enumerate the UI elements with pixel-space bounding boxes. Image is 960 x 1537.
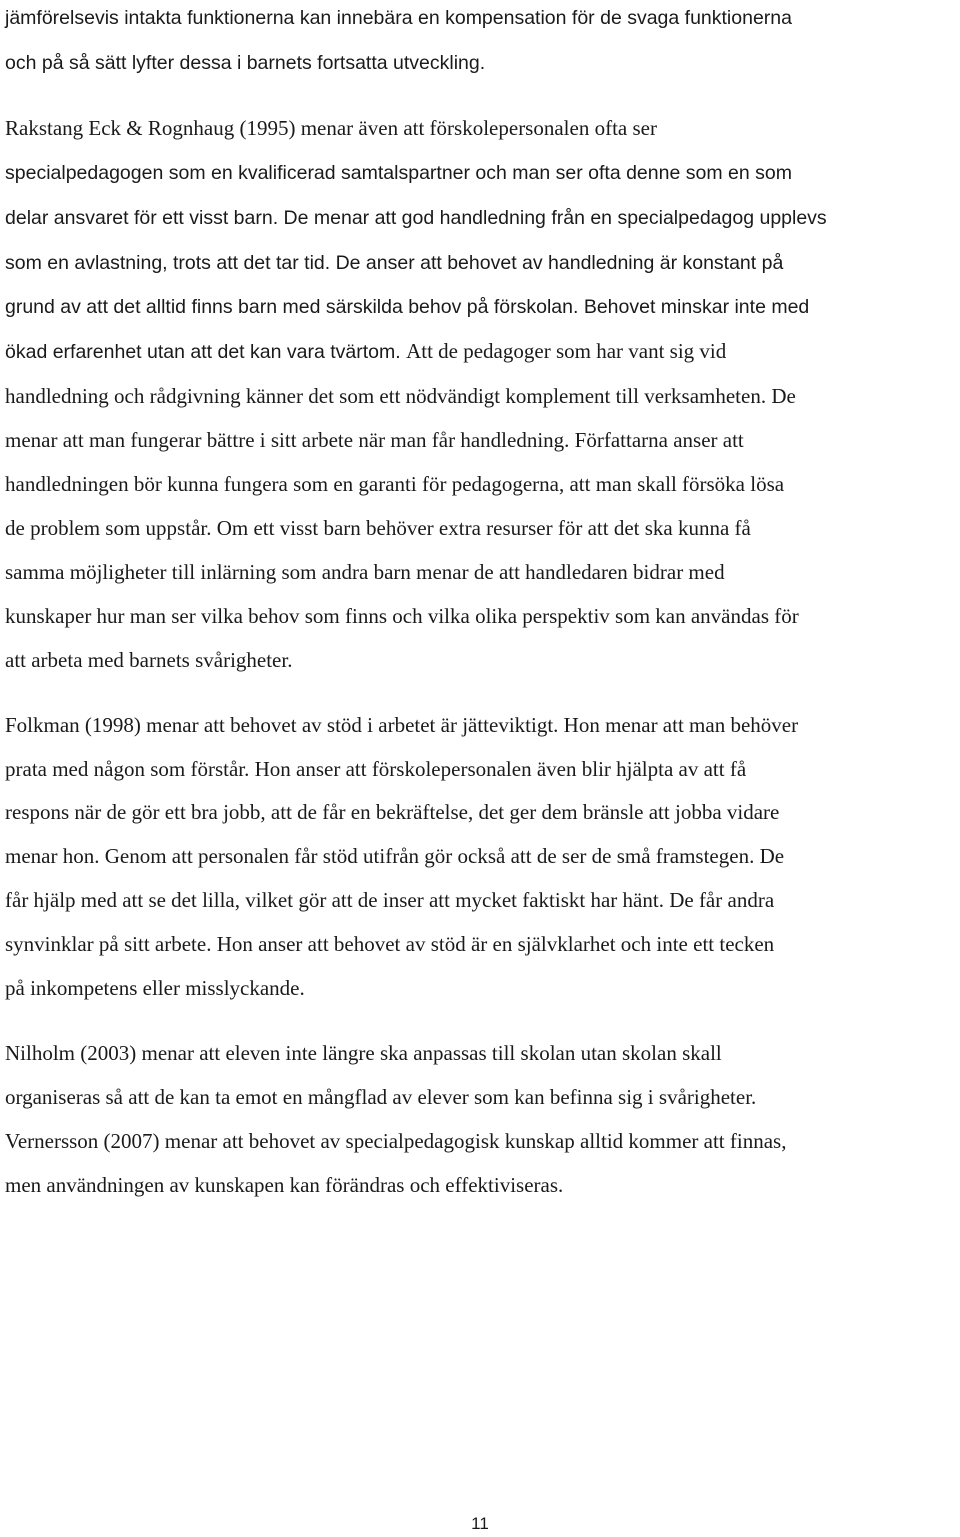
paragraph-4: [5, 1032, 955, 1208]
text-line: [5, 967, 955, 1011]
text-line: [5, 704, 955, 748]
text-segment: att arbeta med barnets svårigheter.: [5, 647, 293, 672]
text-line: [5, 507, 955, 551]
text-segment: får hjälp med att se det lilla, vilket gör att de inser att mycket faktiskt har hänt. De får andra: [5, 888, 775, 913]
text-segment: synvinklar på sitt arbete. Hon anser att behovet av stöd är en självklarhet och inte ett tecken: [5, 932, 775, 957]
text-line: [5, 748, 955, 792]
text-segment: kunskaper hur man ser vilka behov som finns och vilka olika perspektiv som kan användas för: [5, 603, 799, 628]
text-segment: handledningen bör kunna fungera som en garanti för pedagogerna, att man skall försöka lösa: [5, 472, 785, 497]
text-segment: prata med någon som förstår. Hon anser att förskolepersonalen även blir hjälpta av att få: [5, 756, 747, 781]
paragraph-1: [5, 0, 955, 86]
text-segment: Nilholm (2003) menar att eleven inte längre ska anpassas till skolan utan skolan skall: [5, 1040, 722, 1065]
text-line: [5, 419, 955, 463]
text-line: [5, 1076, 955, 1120]
text-line: [5, 595, 955, 639]
text-line: [5, 330, 955, 375]
text-segment: Rakstang Eck & Rognhaug (1995) menar även att förskolepersonalen ofta ser: [5, 115, 657, 140]
text-line: [5, 1120, 955, 1164]
text-segment: jämförelsevis intakta funktionerna kan innebära en kompensation för de svaga funktionerna: [5, 7, 792, 29]
text-line: [5, 196, 955, 241]
text-line: [5, 285, 955, 330]
text-line: [5, 107, 955, 151]
paragraph-3: [5, 704, 955, 1011]
text-segment: specialpedagogen som en kvalificerad samtalspartner och man ser ofta denne som en som: [5, 161, 792, 184]
text-segment: men användningen av kunskapen kan förändras och effektiviseras.: [5, 1172, 564, 1197]
text-segment: grund av att det alltid finns barn med särskilda behov på förskolan. Behovet minskar inte med: [5, 296, 810, 319]
text-segment: Folkman (1998) menar att behovet av stöd i arbetet är jätteviktigt. Hon menar att man behöver: [5, 712, 799, 737]
text-segment: handledning och rådgivning känner det som ett nödvändigt komplement till verksamheten. De: [5, 384, 796, 409]
text-segment: respons när de gör ett bra jobb, att de får en bekräftelse, det ger dem bränsle att jobba vidare: [5, 800, 780, 825]
text-segment: ökad erfarenhet utan att det kan vara tvärtom.: [5, 341, 407, 364]
text-segment: Vernersson (2007) menar att behovet av specialpedagogisk kunskap alltid kommer att finnas,: [5, 1128, 787, 1153]
text-line: [5, 791, 955, 835]
text-segment: menar hon. Genom att personalen får stöd utifrån gör också att de ser de små framstegen. De: [5, 844, 785, 869]
document-page: [5, 0, 955, 1208]
text-line: [5, 1032, 955, 1076]
text-line: [5, 1164, 955, 1208]
text-segment: organiseras så att de kan ta emot en mångflad av elever som kan befinna sig i svårigheter.: [5, 1084, 757, 1109]
text-segment: på inkompetens eller misslyckande.: [5, 976, 305, 1001]
text-segment: menar att man fungerar bättre i sitt arbete när man får handledning. Författarna anser att: [5, 428, 744, 453]
text-segment: och på så sätt lyfter dessa i barnets fortsatta utveckling.: [5, 51, 486, 74]
text-line: [5, 923, 955, 967]
text-line: [5, 463, 955, 507]
page-number: 11: [471, 1514, 489, 1533]
paragraph-2: [5, 107, 955, 683]
text-segment: som en avlastning, trots att det tar tid. De anser att behovet av handledning är konstant på: [5, 251, 784, 274]
text-line: [5, 835, 955, 879]
text-line: [5, 41, 955, 86]
text-line: [5, 241, 955, 286]
text-segment: de problem som uppstår. Om ett visst barn behöver extra resurser för att det ska kunna få: [5, 515, 751, 540]
text-line: [5, 0, 955, 41]
text-line: [5, 639, 955, 683]
text-line: [5, 551, 955, 595]
text-line: [5, 375, 955, 419]
text-line: [5, 151, 955, 196]
text-segment: delar ansvaret för ett visst barn. De menar att god handledning från en specialpedagog upplevs: [5, 206, 827, 229]
text-line: [5, 879, 955, 923]
text-segment: Att de pedagoger som har vant sig vid: [406, 339, 727, 364]
text-segment: samma möjligheter till inlärning som andra barn menar de att handledaren bidrar med: [5, 559, 725, 584]
